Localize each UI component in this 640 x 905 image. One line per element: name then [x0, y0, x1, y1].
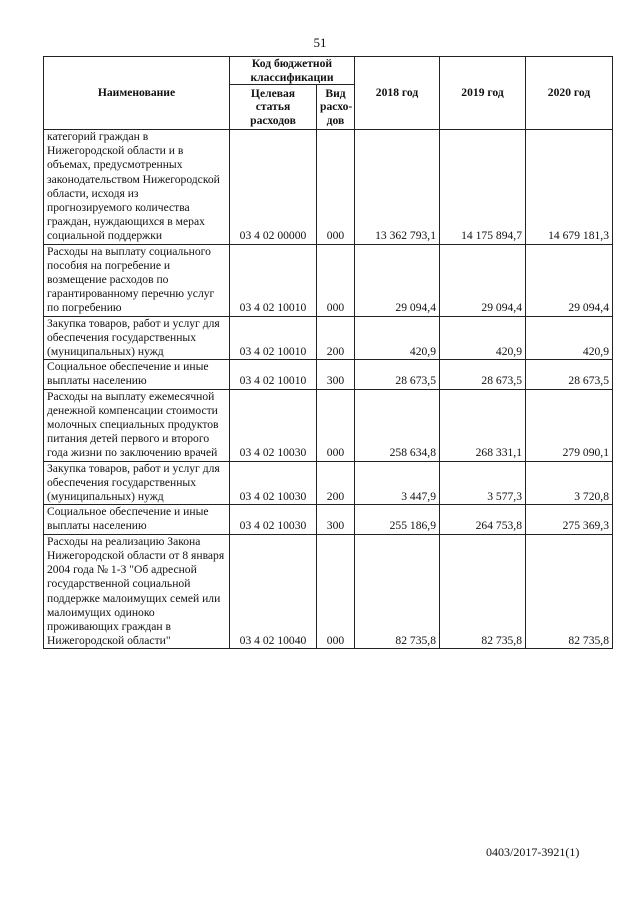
row-name: Социальное обеспечение и иные выплаты населению: [44, 360, 230, 389]
row-2020: 420,9: [526, 316, 613, 360]
row-2020: 3 720,8: [526, 461, 613, 505]
table-row: [44, 534, 613, 649]
row-2018: 13 362 793,1: [355, 130, 440, 245]
row-vid: 000: [317, 389, 355, 461]
row-2018: 82 735,8: [355, 534, 440, 649]
row-code: 03 4 02 10010: [230, 244, 317, 316]
table-row: [44, 461, 613, 505]
row-2019: 29 094,4: [440, 244, 526, 316]
table-row: [44, 505, 613, 534]
row-name: Закупка товаров, работ и услуг для обеспечения государственных (муниципальных) нужд: [44, 461, 230, 505]
row-vid: 000: [317, 130, 355, 245]
row-name: Социальное обеспечение и иные выплаты населению: [44, 505, 230, 534]
row-2019: 82 735,8: [440, 534, 526, 649]
row-2018: 255 186,9: [355, 505, 440, 534]
row-2019: 264 753,8: [440, 505, 526, 534]
row-name: Расходы на выплату социального пособия на погребение и возмещение расходов по гарантированному перечню услуг по погребению: [44, 244, 230, 316]
row-vid: 200: [317, 316, 355, 360]
row-name: Расходы на реализацию Закона Нижегородской области от 8 января 2004 года № 1-З "Об адресной государственной социальной поддержке малоимущих семей или малоимущих одиноко проживающих граждан в Нижегородской области": [44, 534, 230, 649]
row-code: 03 4 02 10010: [230, 360, 317, 389]
row-code: 03 4 02 10040: [230, 534, 317, 649]
row-name: Расходы на выплату ежемесячной денежной компенсации стоимости молочных специальных продуктов питания детей первого и второго года жизни по заключению врачей: [44, 389, 230, 461]
row-2020: 28 673,5: [526, 360, 613, 389]
header-name: Наименование: [44, 57, 230, 130]
page-number: 51: [313, 35, 327, 50]
row-name: категорий граждан в Нижегородской области и в объемах, предусмотренных законодательством Нижегородской области, исходя из прогнозируемого количества граждан, нуждающихся в мерах социальной поддержки: [44, 130, 230, 245]
row-vid: 200: [317, 461, 355, 505]
row-2020: 275 369,3: [526, 505, 613, 534]
budget-table: [43, 56, 613, 649]
row-2019: 420,9: [440, 316, 526, 360]
table-row: [44, 360, 613, 389]
row-vid: 000: [317, 534, 355, 649]
header-2019: 2019 год: [440, 57, 526, 130]
row-code: 03 4 02 00000: [230, 130, 317, 245]
header-2020: 2020 год: [526, 57, 613, 130]
row-vid: 000: [317, 244, 355, 316]
row-code: 03 4 02 10030: [230, 505, 317, 534]
header-2018: 2018 год: [355, 57, 440, 130]
row-2020: 82 735,8: [526, 534, 613, 649]
row-2020: 279 090,1: [526, 389, 613, 461]
header-expense-type: Вид расхо-дов: [317, 85, 355, 130]
table-row: [44, 244, 613, 316]
row-2020: 29 094,4: [526, 244, 613, 316]
row-code: 03 4 02 10010: [230, 316, 317, 360]
row-2019: 14 175 894,7: [440, 130, 526, 245]
table-row: [44, 130, 613, 245]
row-vid: 300: [317, 360, 355, 389]
row-2019: 3 577,3: [440, 461, 526, 505]
row-2018: 28 673,5: [355, 360, 440, 389]
row-2018: 29 094,4: [355, 244, 440, 316]
row-2019: 28 673,5: [440, 360, 526, 389]
row-2020: 14 679 181,3: [526, 130, 613, 245]
table-row: [44, 316, 613, 360]
row-code: 03 4 02 10030: [230, 461, 317, 505]
row-2019: 268 331,1: [440, 389, 526, 461]
row-code: 03 4 02 10030: [230, 389, 317, 461]
row-2018: 3 447,9: [355, 461, 440, 505]
table-row: [44, 389, 613, 461]
document-code: 0403/2017-3921(1): [486, 845, 580, 859]
row-2018: 258 634,8: [355, 389, 440, 461]
header-budget-code: Код бюджетной классификации: [230, 57, 355, 85]
row-vid: 300: [317, 505, 355, 534]
header-target-item: Целевая статья расходов: [230, 85, 317, 130]
row-name: Закупка товаров, работ и услуг для обеспечения государственных (муниципальных) нужд: [44, 316, 230, 360]
row-2018: 420,9: [355, 316, 440, 360]
